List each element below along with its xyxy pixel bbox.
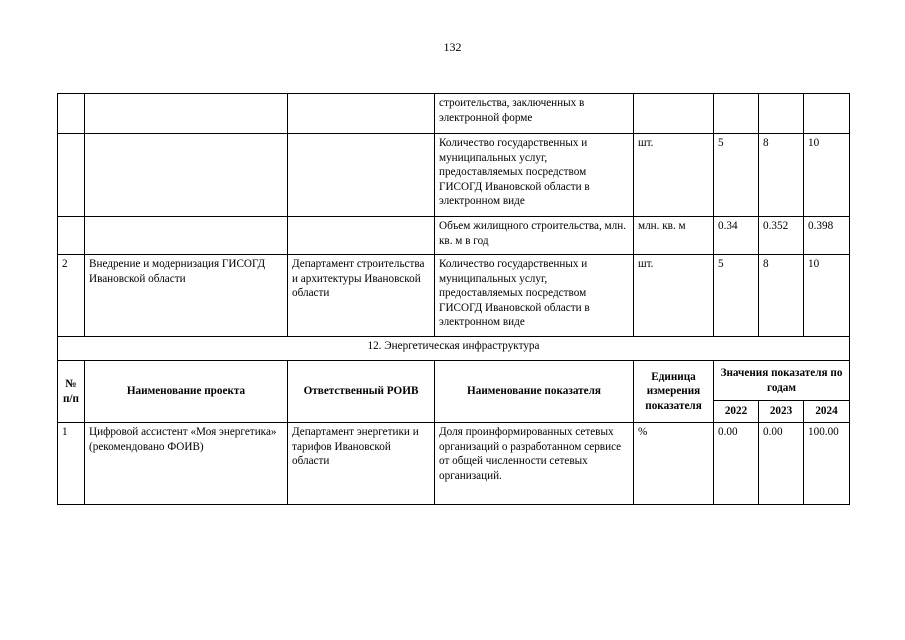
value-2022-cell: 5: [714, 134, 759, 217]
responsible-roiv-cell: Департамент энергетики и тарифов Ивановской области: [288, 423, 435, 505]
responsible-roiv-cell: [288, 217, 435, 255]
row-number-cell: [58, 217, 85, 255]
header-project-name: Наименование проекта: [85, 361, 288, 423]
header-row: [58, 361, 850, 401]
section-row: [58, 337, 850, 361]
project-name-cell: Внедрение и модернизация ГИСОГД Ивановской области: [85, 255, 288, 337]
indicator-name-cell: Доля проинформированных сетевых организаций о разработанном сервисе от общей численности сетевых организаций.: [435, 423, 634, 505]
responsible-roiv-cell: [288, 134, 435, 217]
value-2022-cell: [714, 94, 759, 134]
value-2024-cell: 10: [804, 255, 850, 337]
table-row: [58, 255, 850, 337]
header-number: № п/п: [58, 361, 85, 423]
indicator-name-cell: Объем жилищного строительства, млн. кв. м в год: [435, 217, 634, 255]
table-row: [58, 134, 850, 217]
header-unit: Единица измерения показателя: [634, 361, 714, 423]
value-2023-cell: 0.352: [759, 217, 804, 255]
table-row: [58, 423, 850, 505]
value-2024-cell: [804, 94, 850, 134]
unit-cell: шт.: [634, 255, 714, 337]
indicator-name-cell: Количество государственных и муниципальных услуг, предоставляемых посредством ГИСОГД Ивановской области в электронном виде: [435, 255, 634, 337]
table-row: [58, 217, 850, 255]
unit-cell: [634, 94, 714, 134]
row-number-cell: 1: [58, 423, 85, 505]
header-indicator-name: Наименование показателя: [435, 361, 634, 423]
value-2022-cell: 0.34: [714, 217, 759, 255]
unit-cell: млн. кв. м: [634, 217, 714, 255]
unit-cell: %: [634, 423, 714, 505]
header-values-by-year: Значения показателя по годам: [714, 361, 850, 401]
value-2024-cell: 10: [804, 134, 850, 217]
project-name-cell: Цифровой ассистент «Моя энергетика» (рекомендовано ФОИВ): [85, 423, 288, 505]
indicators-table: [57, 93, 850, 505]
responsible-roiv-cell: Департамент строительства и архитектуры Ивановской области: [288, 255, 435, 337]
value-2023-cell: 8: [759, 255, 804, 337]
value-2024-cell: 0.398: [804, 217, 850, 255]
indicator-name-cell: строительства, заключенных в электронной форме: [435, 94, 634, 134]
project-name-cell: [85, 94, 288, 134]
value-2022-cell: 0.00: [714, 423, 759, 505]
unit-cell: шт.: [634, 134, 714, 217]
row-number-cell: 2: [58, 255, 85, 337]
value-2022-cell: 5: [714, 255, 759, 337]
project-name-cell: [85, 217, 288, 255]
value-2023-cell: [759, 94, 804, 134]
value-2024-cell: 100.00: [804, 423, 850, 505]
row-number-cell: [58, 94, 85, 134]
page-number: 132: [443, 40, 462, 54]
header-year-2024: 2024: [804, 401, 850, 423]
responsible-roiv-cell: [288, 94, 435, 134]
value-2023-cell: 8: [759, 134, 804, 217]
indicator-name-cell: Количество государственных и муниципальных услуг, предоставляемых посредством ГИСОГД Ивановской области в электронном виде: [435, 134, 634, 217]
header-responsible-roiv: Ответственный РОИВ: [288, 361, 435, 423]
project-name-cell: [85, 134, 288, 217]
table-row: [58, 94, 850, 134]
row-number-cell: [58, 134, 85, 217]
value-2023-cell: 0.00: [759, 423, 804, 505]
header-year-2023: 2023: [759, 401, 804, 423]
header-year-2022: 2022: [714, 401, 759, 423]
section-title: 12. Энергетическая инфраструктура: [58, 337, 850, 361]
